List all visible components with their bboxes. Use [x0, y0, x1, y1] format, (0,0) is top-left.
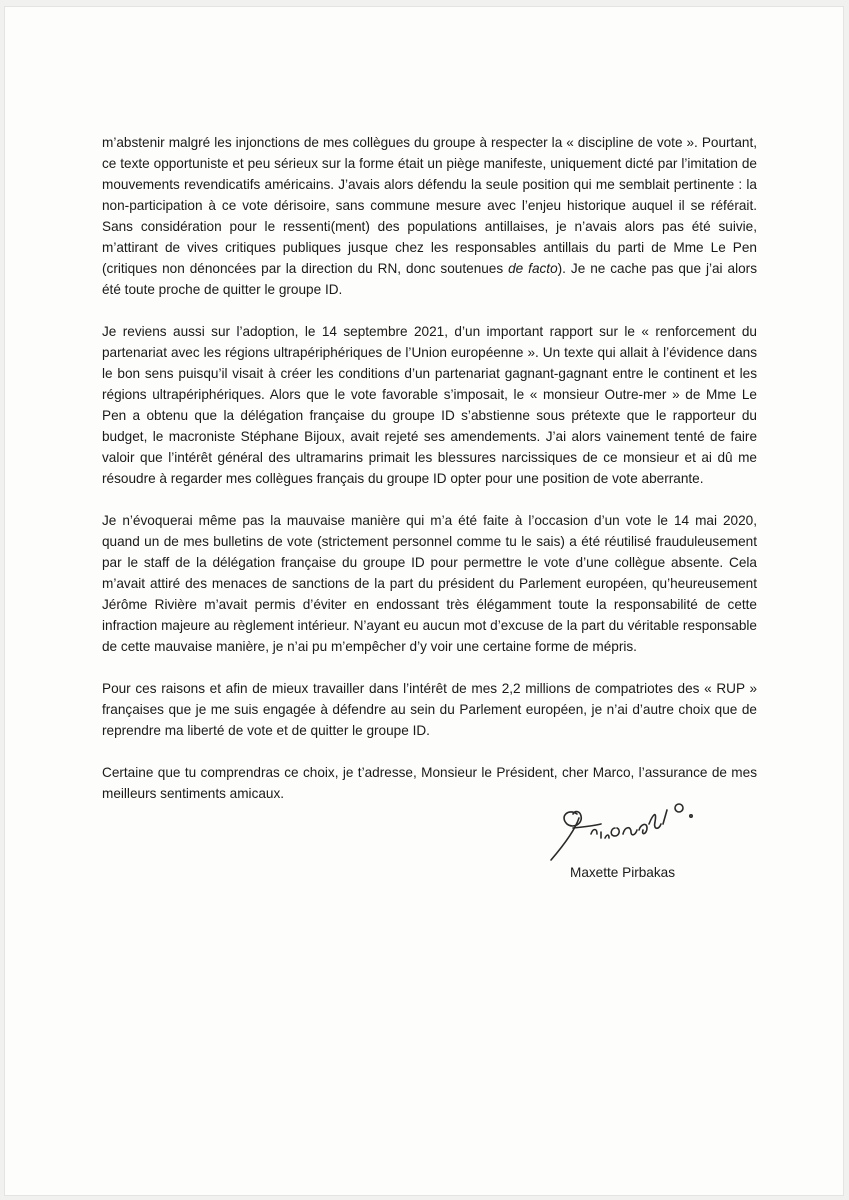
- paragraph-rup-report: Je reviens aussi sur l’adoption, le 14 septembre 2021, d’un important rapport sur le « renforcement du partenariat avec les régions ultrapériphériques de l’Union européenne ». Un texte qui allait à l’évidence dans le bon sens puisqu’il visait à créer les conditions d’un partenariat gagnant-gagnant entre le continent et les régions ultrapériphériques. Alors que le vote favorable s’imposait, le « monsieur Outre-mer » de Mme Le Pen a obtenu que la délégation française du groupe ID s’abstienne sous prétexte que le rapporteur du budget, le macroniste Stéphane Bijoux, avait rejeté ses amendements. J’ai alors vainement tenté de faire valoir que l’intérêt général des ultramarins primait les blessures narcissiques de ce monsieur et ai dû me résoudre à regarder mes collègues français du groupe ID opter pour une position de vote aberrante.: [102, 324, 757, 486]
- paragraph-text-end: ). Je ne cache pas que j’ai alors été toute proche de quitter le groupe ID.: [102, 261, 757, 297]
- paragraph-closing: Certaine que tu comprendras ce choix, je t’adresse, Monsieur le Président, cher Marco, l’assurance de mes meilleurs sentiments amicaux.: [102, 765, 757, 801]
- italic-phrase: de facto: [508, 261, 558, 276]
- handwritten-signature: [549, 794, 709, 864]
- paragraph-decision: Pour ces raisons et afin de mieux travailler dans l’intérêt de mes 2,2 millions de compatriotes des « RUP » françaises que je me suis engagée à défendre au sein du Parlement européen, je n’ai d’autre choix que de reprendre ma liberté de vote et de quitter le groupe ID.: [102, 681, 757, 738]
- paragraph-ballot-incident: Je n’évoquerai même pas la mauvaise manière qui m’a été faite à l’occasion d’un vote le 14 mai 2020, quand un de mes bulletins de vote (strictement personnel comme tu le sais) a été réutilisé frauduleusement par le staff de la délégation française du groupe ID pour permettre le vote d’une collègue absente. Cela m’avait attiré des menaces de sanctions de la part du président du Parlement européen, qu’heureusement Jérôme Rivière m’avait permis d’éviter en endossant très élégamment toute la responsabilité de cette infraction majeure au règlement intérieur. N’ayant eu aucun mot d’excuse de la part du véritable responsable de cette mauvaise manière, je n’ai pu m’empêcher d’y voir une certaine forme de mépris.: [102, 513, 757, 654]
- paragraph-text: m’abstenir malgré les injonctions de mes collègues du groupe à respecter la « discipline de vote ». Pourtant, ce texte opportuniste et peu sérieux sur la forme était un piège manifeste, uniquement dicté par l’imitation de mouvements revendicatifs américains. J’avais alors défendu la seule position qui me semblait pertinente : la non-participation à ce vote dérisoire, sans commune mesure avec l’enjeu historique auquel il se référait. Sans considération pour le ressenti(ment) des populations antillaises, je n’avais alors pas été suivie, m’attirant de vives critiques publiques jusque chez les responsables antillais du parti de Mme Le Pen (critiques non dénoncées par la direction du RN, donc soutenues: [102, 135, 757, 276]
- letter-page: [4, 6, 844, 1196]
- letter-body: [102, 132, 757, 825]
- paragraph-discipline-vote: [102, 132, 757, 300]
- signatory-name: Maxette Pirbakas: [570, 865, 676, 880]
